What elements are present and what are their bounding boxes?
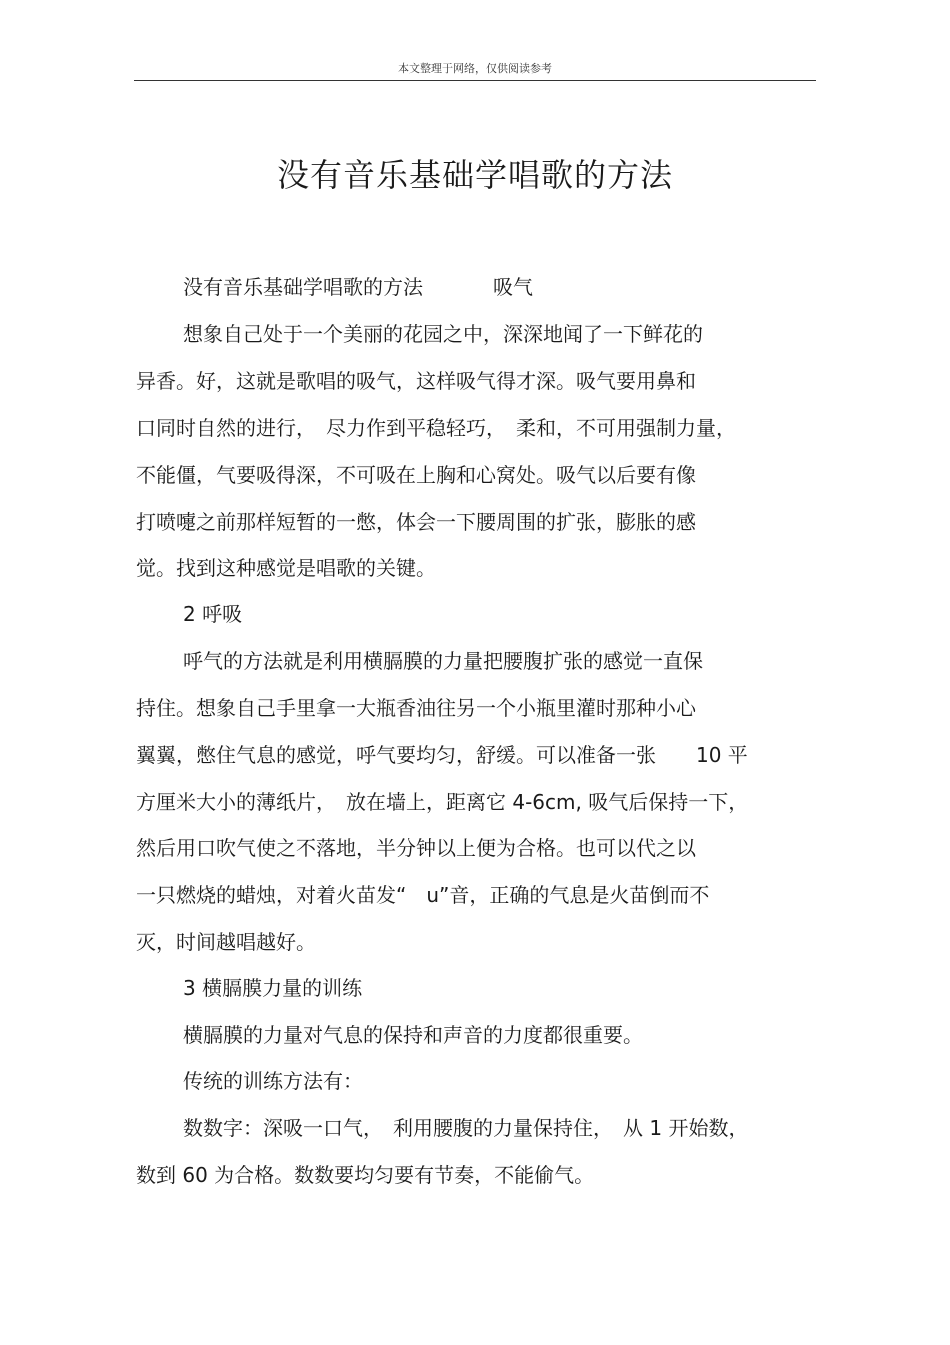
subheading-inhale-label: 吸气 (493, 275, 533, 299)
section-heading-breathing: 2 呼吸 (183, 602, 243, 626)
paragraph-line: 打喷嚏之前那样短暂的一憋，体会一下腰周围的扩张，膨胀的感 (136, 510, 696, 534)
paragraph-line: 方厘米大小的薄纸片， 放在墙上，距离它 4-6cm, 吸气后保持一下， (136, 790, 749, 814)
page-title: 没有音乐基础学唱歌的方法 (276, 156, 673, 194)
subheading-inhale (183, 273, 863, 301)
header-divider (134, 80, 816, 81)
paragraph-line: 想象自己处于一个美丽的花园之中，深深地闻了一下鲜花的 (183, 322, 703, 346)
paragraph-line: 异香。好，这就是歌唱的吸气，这样吸气得才深。吸气要用鼻和 (136, 369, 696, 393)
paragraph-line: 不能僵，气要吸得深，不可吸在上胸和心窝处。吸气以后要有像 (136, 463, 696, 487)
paragraph-line: 持住。想象自己手里拿一大瓶香油往另一个小瓶里灌时那种小心 (136, 696, 696, 720)
paragraph-line: 数数字：深吸一口气， 利用腰腹的力量保持住， 从 1 开始数， (183, 1116, 749, 1140)
paragraph-line: 翼翼，憋住气息的感觉，呼气要均匀，舒缓。可以准备一张 10 平 (136, 743, 748, 767)
paragraph-line: 觉。找到这种感觉是唱歌的关键。 (136, 556, 436, 580)
subheading-inhale-title: 没有音乐基础学唱歌的方法 (183, 275, 423, 299)
paragraph-line: 传统的训练方法有： (183, 1069, 363, 1093)
section-heading-diaphragm: 3 横膈膜力量的训练 (183, 976, 363, 1000)
paragraph-line: 然后用口吹气使之不落地，半分钟以上便为合格。也可以代之以 (136, 836, 696, 860)
paragraph-line: 口同时自然的进行， 尽力作到平稳轻巧， 柔和，不可用强制力量， (136, 416, 736, 440)
header-note: 本文整理于网络，仅供阅读参考 (398, 62, 552, 75)
paragraph-line: 数到 60 为合格。数数要均匀要有节奏，不能偷气。 (136, 1163, 595, 1187)
paragraph-line: 横膈膜的力量对气息的保持和声音的力度都很重要。 (183, 1023, 643, 1047)
paragraph-line: 呼气的方法就是利用横膈膜的力量把腰腹扩张的感觉一直保 (183, 649, 703, 673)
paragraph-line: 一只燃烧的蜡烛，对着火苗发“ u”音，正确的气息是火苗倒而不 (136, 883, 710, 907)
paragraph-line: 灭，时间越唱越好。 (136, 930, 316, 954)
